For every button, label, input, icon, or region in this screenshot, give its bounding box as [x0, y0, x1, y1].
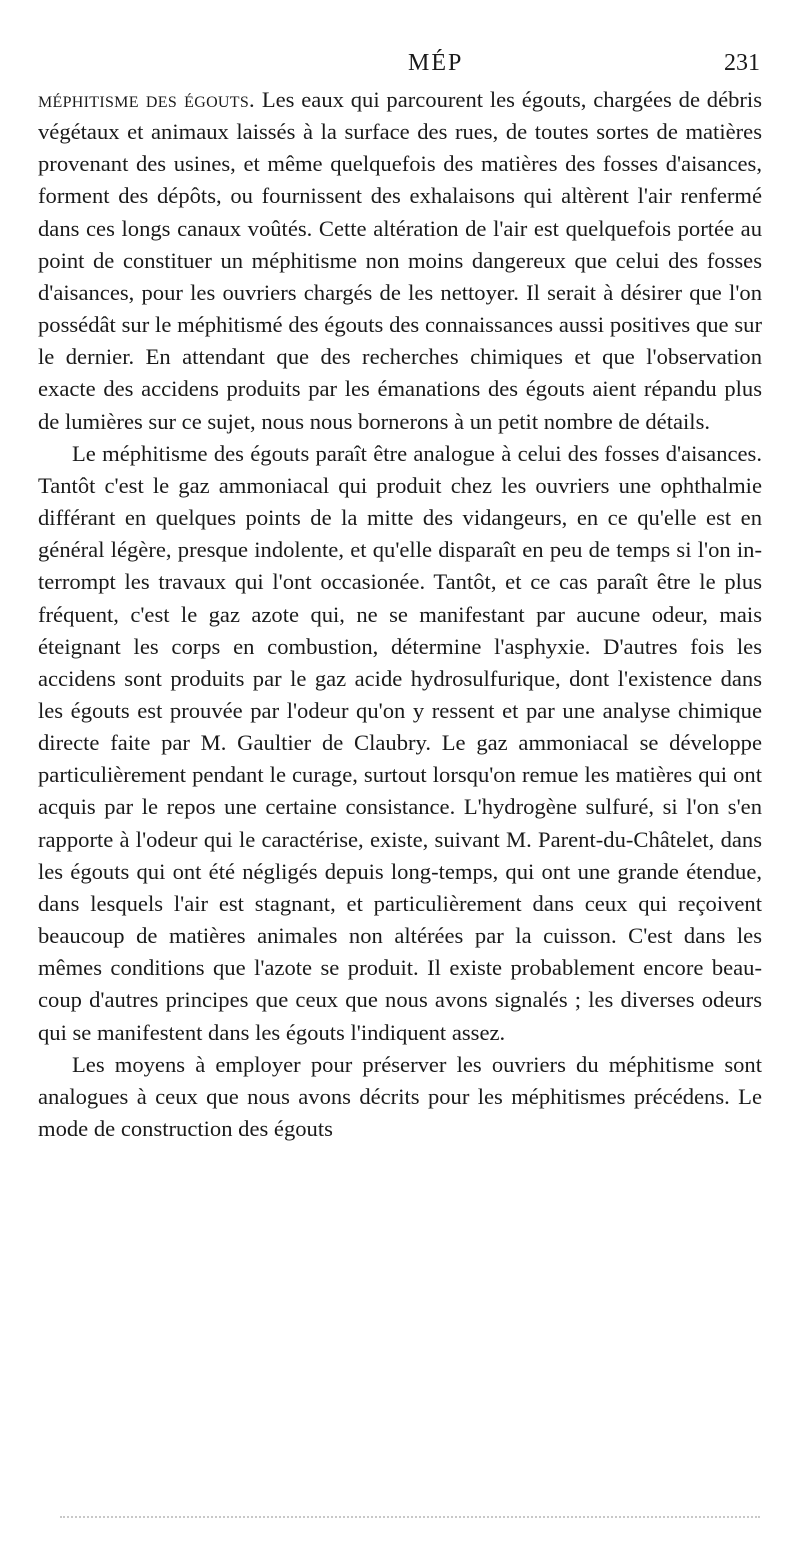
- running-head: [40, 44, 760, 84]
- bottom-dotted-rule: [60, 1516, 760, 1518]
- paragraph-3: Les moyens à employer pour préserver les ouvriers du méphitisme sont analogues à ceux que nous avons décrits pour les méphitismes précédens. Le mode de construction des égouts: [38, 1051, 762, 1141]
- paragraph-1: [38, 84, 762, 438]
- page-number: 231: [724, 50, 760, 76]
- entry-heading: méphitisme des égouts.: [38, 87, 256, 112]
- paragraph-1-text: Les eaux qui parcourent les égouts, chargées de débris végétaux et animaux laissés à la surface des rues, de toutes sortes de matières provenant des usines, et même quelquefois des matières des fosses d'aisances, forment des dépôts, ou fournissent des exhalaisons qui altèrent l'air renfermé dans ces longs canaux voûtés. Cette altération de l'air est quelquefois portée au point de constituer un méphitisme non moins dangereux que celui des fosses d'aisances, pour les ouvriers chargés de les nettoyer. Il serait à désirer que l'on possédât sur le méphitismé des égouts des connaissances aussi positives que sur le dernier. En attendant que des recherches chimiques et que l'observation exacte des accidens produits par les émanations des égouts aient répandu plus de lumières sur ce sujet, nous nous bornerons à un petit nombre de détails.: [38, 87, 763, 434]
- running-title: MÉP: [408, 50, 464, 76]
- paragraph-2: Le méphitisme des égouts paraît être analogue à celui des fosses d'aisances. Tantôt c'est le gaz ammoniacal qui produit chez les ouvriers une ophthalmie différant en quelques points de la mitte des vidangeurs, en ce qu'elle est en général légère, presque indolente, et qu'elle disparaît en peu de temps si l'on interrompt les travaux qui l'ont occasionée. Tantôt, et ce cas paraît être le plus fréquent, c'est le gaz azote qui, ne se manifestant par aucune odeur, mais éteignant les corps en combustion, détermine l'asphyxie. D'autres fois les accidens sont produits par le gaz acide hydrosulfurique, dont l'existence dans les égouts est prouvée par l'odeur qu'on y ressent et par une analyse chimique directe faite par M. Gaultier de Claubry. Le gaz ammoniacal se développe particulièrement pendant le curage, surtout lorsqu'on remue les matières qui ont acquis par le repos une certaine consistance. L'hydrogène sulfuré, si l'on s'en rapporte à l'odeur qui le caractérise, existe, suivant M. Parent-du-Châtelet, dans les égouts qui ont été négligés depuis long-temps, qui ont une grande étendue, dans lesquels l'air est stagnant, et particulièrement dans ceux qui reçoivent beaucoup de matières animales non altérées par la cuisson. C'est dans les mêmes conditions que l'azote se produit. Il existe probablement encore beaucoup d'autres principes que ceux que nous avons signalés ; les diverses odeurs qui se manifestent dans les égouts l'indiquent assez.: [38, 440, 762, 1045]
- body-text: [38, 84, 762, 1145]
